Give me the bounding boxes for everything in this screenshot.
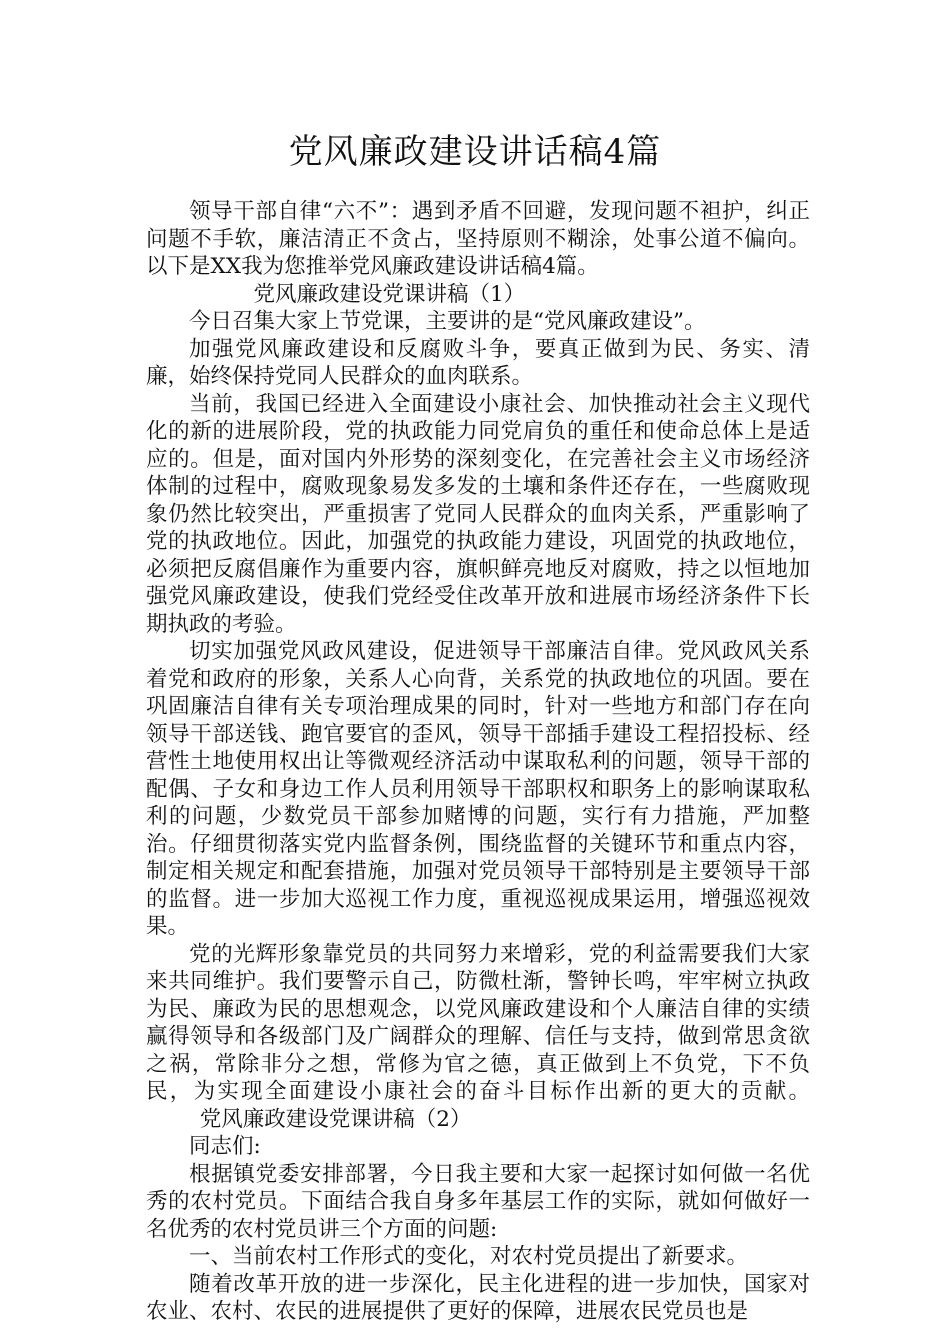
body-paragraph-with-heading bbox=[146, 941, 810, 1134]
body-paragraph: 当前，我国已经进入全面建设小康社会、加快推动社会主义现代化的新的进展阶段，党的执政能力同党肩负的重任和使命总体上是适应的。但是，面对国内外形势的深刻变化，在完善社会主义市场经济体制的过程中，腐败现象易发多发的土壤和条件还存在，一些腐败现象仍然比较突出，严重损害了党同人民群众的血肉关系，严重影响了党的执政地位。因此，加强党的执政能力建设，巩固党的执政地位，必须把反腐倡廉作为重要内容，旗帜鲜亮地反对腐败，持之以恒地加强党风廉政建设，使我们党经受住改革开放和进展市场经济条件下长期执政的考验。 bbox=[146, 391, 810, 637]
body-paragraph: 切实加强党风政风建设，促进领导干部廉洁自律。党风政风关系着党和政府的形象，关系人心向背，关系党的执政地位的巩固。要在巩固廉洁自律有关专项治理成果的同时，针对一些地方和部门存在向领导干部送钱、跑官要官的歪风，领导干部插手建设工程招投标、经营性土地使用权出让等微观经济活动中谋取私利的问题，领导干部的配偶、子女和身边工作人员利用领导干部职权和职务上的影响谋取私利的问题，少数党员干部参加赌博的问题，实行有力措施，严加整治。仔细贯彻落实党内监督条例，围绕监督的关键环节和重点内容，制定相关规定和配套措施，加强对党员领导干部特别是主要领导干部的监督。进一步加大巡视工作力度，重视巡视成果运用，增强巡视效果。 bbox=[146, 639, 810, 939]
body-paragraph: 加强党风廉政建设和反腐败斗争，要真正做到为民、务实、清廉，始终保持党同人民群众的血肉联系。 bbox=[146, 336, 810, 389]
numbered-heading: 一、当前农村工作形式的变化，对农村党员提出了新要求。 bbox=[189, 1244, 749, 1269]
section-heading-1: 党风廉政建设党课讲稿（1） bbox=[253, 281, 526, 307]
document-title: 党风廉政建设讲话稿4篇 bbox=[288, 132, 662, 172]
body-paragraph: 随着改革开放的进一步深化，民主化进程的进一步加快，国家对农业、农村、农民的进展提供了更好的保障，进展农民党员也是 bbox=[146, 1271, 810, 1324]
salutation: 同志们: bbox=[189, 1134, 261, 1159]
section-heading-2: 党风廉政建设党课讲稿（2） bbox=[199, 1106, 472, 1132]
body-paragraph-text: 党的光辉形象靠党员的共同努力来增彩，党的利益需要我们大家来共同维护。我们要警示自己，防微杜渐，警钟长鸣，牢牢树立执政为民、廉政为民的思想观念，以党风廉政建设和个人廉洁自律的实绩赢得领导和各级部门及广阔群众的理解、信任与支持，做到常思贪欲之祸，常除非分之想，常修为官之德，真正做到上不负党，下不负民，为实现全面建设小康社会的奋斗目标作出新的更大的贡献。 bbox=[146, 941, 810, 1104]
document-body bbox=[146, 198, 810, 1326]
body-paragraph: 今日召集大家上节党课，主要讲的是“党风廉政建设”。 bbox=[189, 309, 706, 334]
intro-paragraph: 领导干部自律“六不”：遇到矛盾不回避，发现问题不袒护，纠正问题不手软，廉洁清正不贪占，坚持原则不糊涂，处事公道不偏向。以下是XX我为您推举党风廉政建设讲话稿4篇。 bbox=[146, 199, 810, 279]
body-paragraph: 根据镇党委安排部署，今日我主要和大家一起探讨如何做一名优秀的农村党员。下面结合我自身多年基层工作的实际，就如何做好一名优秀的农村党员讲三个方面的问题: bbox=[146, 1161, 810, 1242]
